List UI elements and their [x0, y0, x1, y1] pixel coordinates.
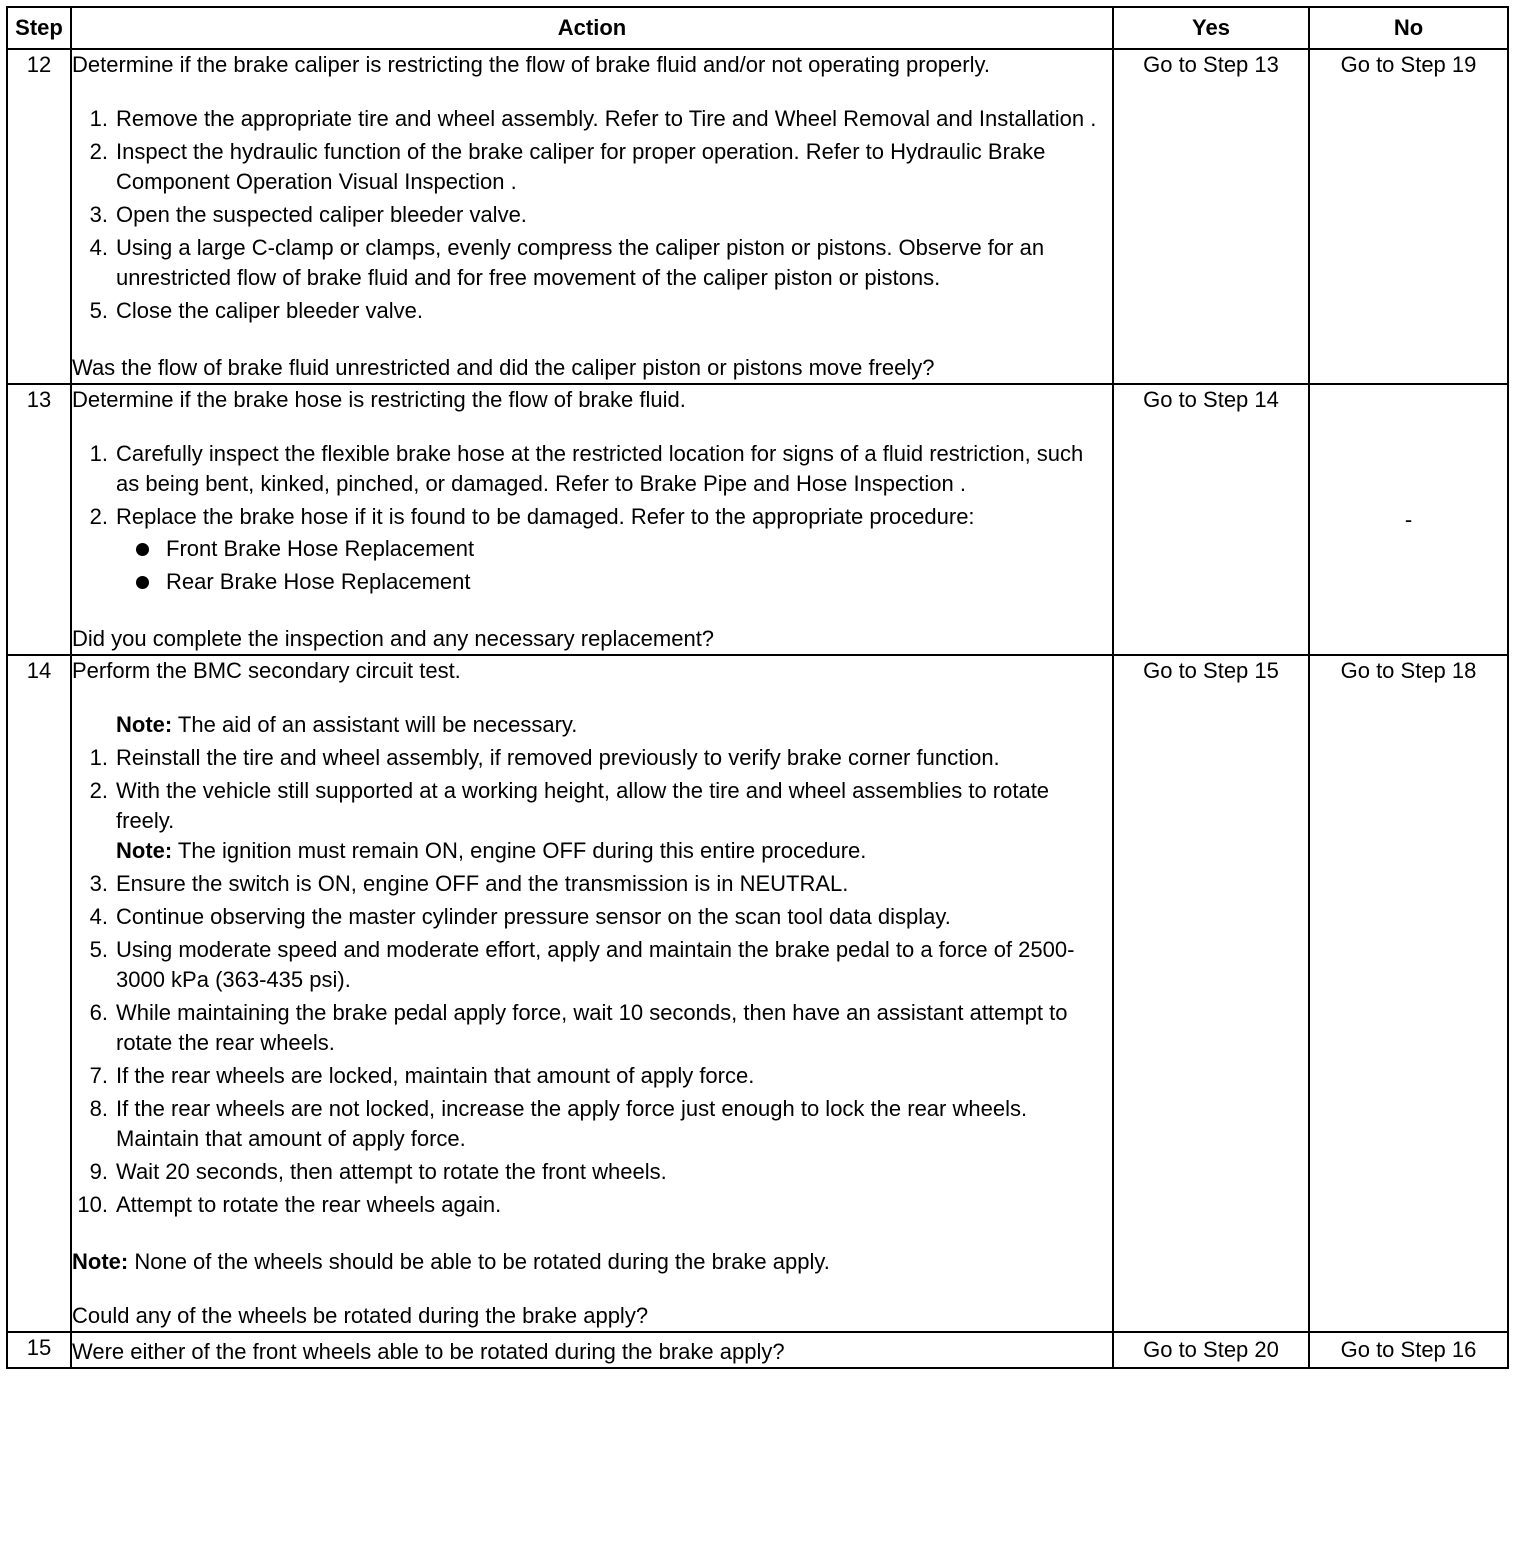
step-question: Was the flow of brake fluid unrestricted and did the caliper piston or pistons move freely?	[72, 355, 935, 380]
instruction-list	[72, 104, 1112, 326]
step-intro: Determine if the brake caliper is restricting the flow of brake fluid and/or not operating properly.	[72, 52, 990, 77]
list-item: 2. Inspect the hydraulic function of the brake caliper for proper operation. Refer to Hydraulic Brake Component Operation Visual Inspection .	[89, 139, 1046, 194]
table-row-step-14	[7, 655, 1508, 1332]
list-item: 1. Remove the appropriate tire and wheel assembly. Refer to Tire and Wheel Removal and Installation .	[89, 106, 1097, 131]
list-item: 3. Open the suspected caliper bleeder valve.	[89, 202, 527, 227]
note: Note: The aid of an assistant will be necessary.	[116, 712, 578, 737]
no-result: Go to Step 16	[1309, 1332, 1508, 1368]
list-item: 5. Close the caliper bleeder valve.	[89, 298, 423, 323]
no-result: -	[1309, 384, 1508, 655]
table-row-step-12	[7, 49, 1508, 384]
list-item: 8. If the rear wheels are not locked, increase the apply force just enough to lock the rear wheels. Maintain that amount of apply force.	[89, 1096, 1028, 1151]
action-cell	[71, 384, 1113, 655]
yes-result: Go to Step 13	[1113, 49, 1309, 384]
list-item: 3. Ensure the switch is ON, engine OFF and the transmission is in NEUTRAL.	[89, 871, 849, 896]
list-item: 4. Using a large C-clamp or clamps, evenly compress the caliper piston or pistons. Observe for an unrestricted flow of brake fluid and for free movement of the caliper piston or pistons.	[89, 235, 1045, 290]
yes-result: Go to Step 14	[1113, 384, 1309, 655]
action-cell	[71, 655, 1113, 1332]
table-row-step-13	[7, 384, 1508, 655]
header-yes: Yes	[1113, 7, 1309, 49]
list-item: 4. Continue observing the master cylinder pressure sensor on the scan tool data display.	[89, 904, 951, 929]
list-item: 1. Reinstall the tire and wheel assembly, if removed previously to verify brake corner function.	[89, 745, 1000, 770]
step-number: 14	[7, 655, 71, 1332]
bullet-item: Rear Brake Hose Replacement	[116, 567, 1112, 597]
header-action: Action	[71, 7, 1113, 49]
bullet-item: Front Brake Hose Replacement	[116, 534, 1112, 564]
procedure-bullet-list	[116, 534, 1112, 597]
step-number: 13	[7, 384, 71, 655]
header-no: No	[1309, 7, 1508, 49]
header-step: Step	[7, 7, 71, 49]
instruction-list	[72, 439, 1112, 597]
step-number: 12	[7, 49, 71, 384]
step-intro: Determine if the brake hose is restricting the flow of brake fluid.	[72, 387, 686, 412]
action-cell	[71, 1332, 1113, 1368]
action-cell	[71, 49, 1113, 384]
step-number: 15	[7, 1332, 71, 1368]
step-intro: Perform the BMC secondary circuit test.	[72, 658, 461, 683]
no-result: Go to Step 19	[1309, 49, 1508, 384]
list-item: 1. Carefully inspect the flexible brake hose at the restricted location for signs of a fluid restriction, such as being bent, kinked, pinched, or damaged. Refer to Brake Pipe and Hose Inspection .	[89, 441, 1084, 496]
list-item: 2. With the vehicle still supported at a working height, allow the tire and wheel assemblies to rotate freely. Note: The ignition must remain ON, engine OFF during this entire procedure.	[89, 778, 1050, 863]
step-question: Were either of the front wheels able to be rotated during the brake apply?	[72, 1339, 785, 1364]
no-result: Go to Step 18	[1309, 655, 1508, 1332]
yes-result: Go to Step 15	[1113, 655, 1309, 1332]
step-question: Could any of the wheels be rotated during the brake apply?	[72, 1303, 649, 1328]
note: Note: None of the wheels should be able to be rotated during the brake apply.	[72, 1249, 830, 1274]
yes-result: Go to Step 20	[1113, 1332, 1309, 1368]
list-item: 9. Wait 20 seconds, then attempt to rotate the front wheels.	[89, 1159, 667, 1184]
header-row	[7, 7, 1508, 49]
procedure-table	[6, 6, 1509, 1369]
list-item: 2. Replace the brake hose if it is found to be damaged. Refer to the appropriate procedure: Front Brake Hose Replacement Rear Brake Hose Replacement	[72, 502, 1112, 597]
step-question: Did you complete the inspection and any necessary replacement?	[72, 626, 715, 651]
list-item: 10. Attempt to rotate the rear wheels again.	[77, 1192, 502, 1217]
list-item: 5. Using moderate speed and moderate effort, apply and maintain the brake pedal to a force of 2500-3000 kPa (363-435 psi).	[89, 937, 1075, 992]
table-row-step-15	[7, 1332, 1508, 1368]
list-item: 6. While maintaining the brake pedal apply force, wait 10 seconds, then have an assistant attempt to rotate the rear wheels.	[89, 1000, 1068, 1055]
list-item: 7. If the rear wheels are locked, maintain that amount of apply force.	[89, 1063, 755, 1088]
instruction-list	[72, 710, 1112, 1220]
